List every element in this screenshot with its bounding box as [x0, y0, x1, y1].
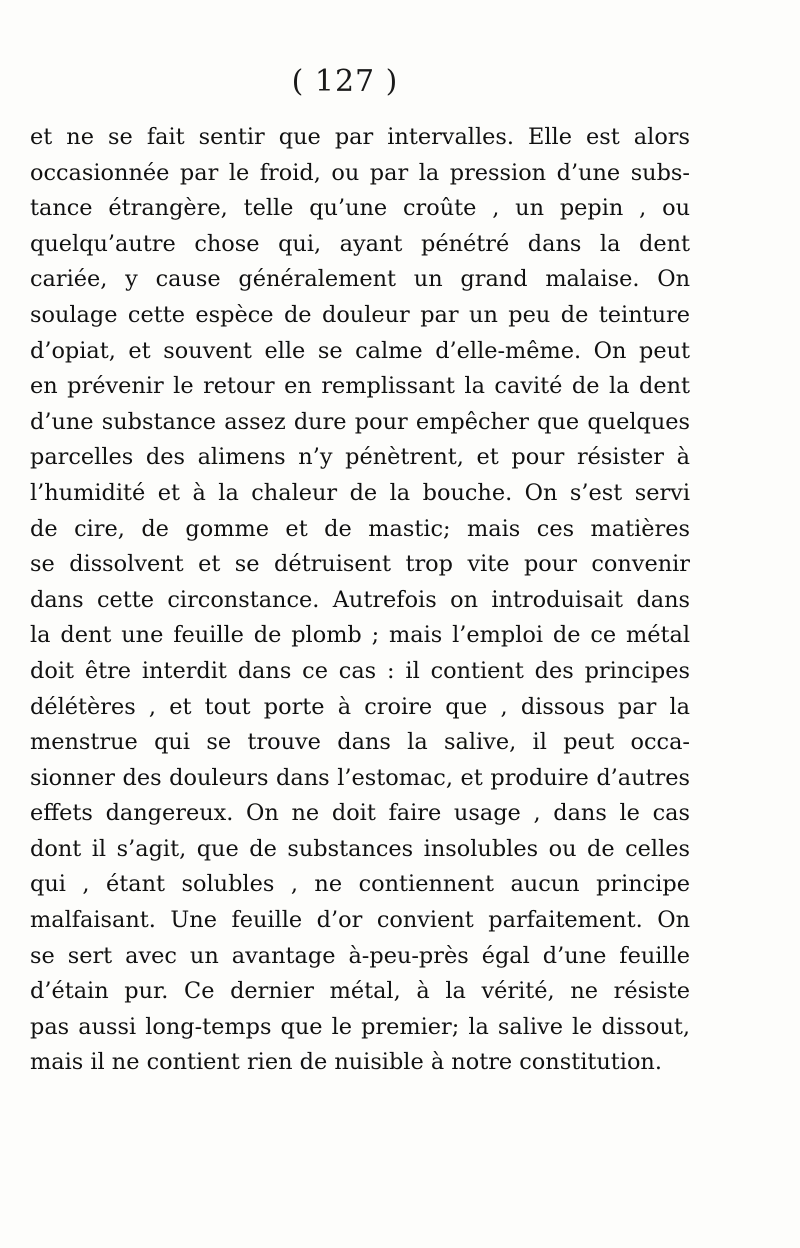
text-line: cariée, y cause généralement un grand malaise. On	[30, 266, 690, 293]
text-line: sionner des douleurs dans l’estomac, et produire d’autres	[30, 764, 690, 791]
text-line: mais il ne contient rien de nuisible à notre constitution.	[30, 1049, 662, 1076]
page-number: ( 127 )	[291, 64, 399, 99]
text-line: pas aussi long-temps que le premier; la salive le dissout,	[30, 1013, 690, 1040]
text-line: occasionnée par le froid, ou par la pression d’une subs-	[30, 159, 690, 186]
text-line: d’opiat, et souvent elle se calme d’elle-même. On peut	[30, 337, 690, 364]
text-line: quelqu’autre chose qui, ayant pénétré dans la dent	[30, 230, 690, 257]
text-line: la dent une feuille de plomb ; mais l’emploi de ce métal	[30, 622, 690, 649]
text-line: menstrue qui se trouve dans la salive, il peut occa-	[30, 729, 690, 756]
text-line: soulage cette espèce de douleur par un peu de teinture	[30, 301, 690, 328]
text-line: effets dangereux. On ne doit faire usage , dans le cas	[30, 800, 690, 827]
text-line: se dissolvent et se détruisent trop vite pour convenir	[30, 551, 690, 578]
text-line: malfaisant. Une feuille d’or convient parfaitement. On	[30, 907, 690, 934]
text-line: tance étrangère, telle qu’une croûte , un pepin , ou	[30, 195, 690, 222]
text-line: se sert avec un avantage à-peu-près égal d’une feuille	[30, 942, 690, 969]
text-line: dans cette circonstance. Autrefois on introduisait dans	[30, 586, 690, 613]
text-line: qui , étant solubles , ne contiennent aucun principe	[30, 871, 690, 898]
text-line: doit être interdit dans ce cas : il contient des principes	[30, 657, 690, 684]
text-line: délétères , et tout porte à croire que , dissous par la	[30, 693, 690, 720]
text-line: parcelles des alimens n’y pénètrent, et pour résister à	[30, 444, 690, 471]
text-line: d’étain pur. Ce dernier métal, à la vérité, ne résiste	[30, 978, 690, 1005]
text-line: et ne se fait sentir que par intervalles. Elle est alors	[30, 124, 690, 150]
text-line: dont il s’agit, que de substances insolubles ou de celles	[30, 835, 690, 862]
text-line: de cire, de gomme et de mastic; mais ces matières	[30, 515, 690, 542]
body-text	[30, 120, 690, 1081]
text-line: l’humidité et à la chaleur de la bouche. On s’est servi	[30, 479, 690, 506]
text-line: d’une substance assez dure pour empêcher que quelques	[30, 408, 690, 435]
text-line: en prévenir le retour en remplissant la cavité de la dent	[30, 373, 690, 400]
